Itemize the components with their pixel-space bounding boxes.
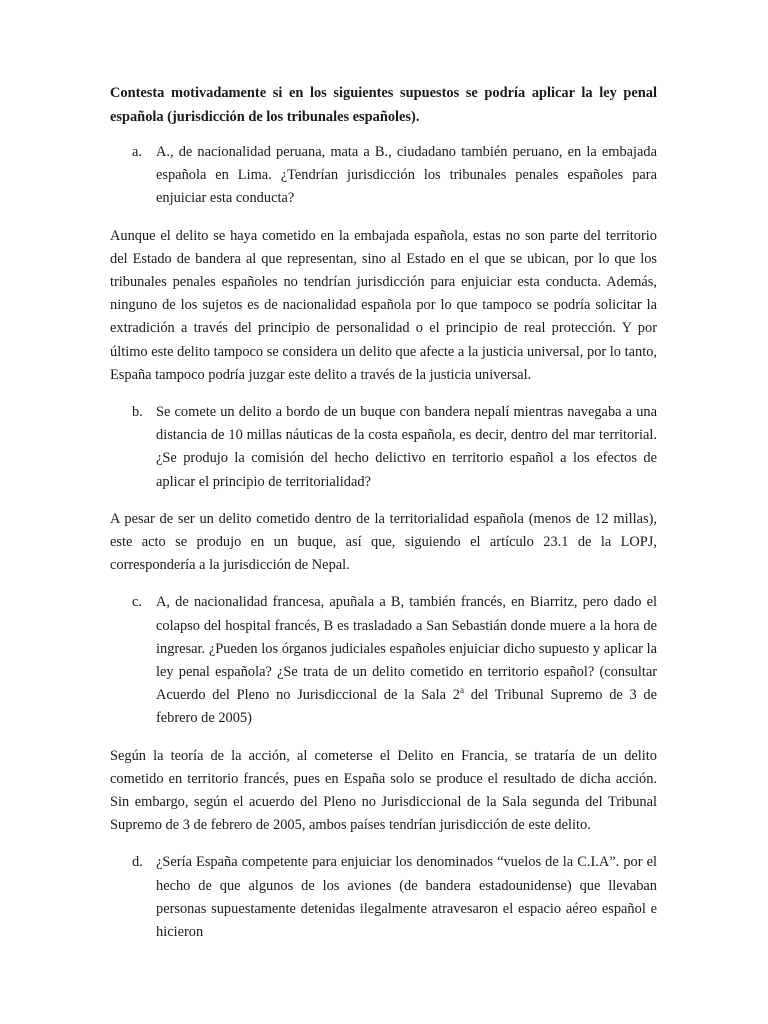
question-text: ¿Sería España competente para enjuiciar los denominados “vuelos de la C.I.A”. por el hecho de que algunos de los aviones (de bandera estadounidense) que llevaban personas supuestamente detenidas ilegalmente atravesaron el espacio aéreo español e hicieron [156,854,657,941]
question-b [110,401,657,494]
question-c [110,591,657,730]
ordinal-superscript: a [459,685,464,696]
question-text: A., de nacionalidad peruana, mata a B., ciudadano también peruano, en la embajada española en Lima. ¿Tendrían jurisdicción los tribunales penales españoles para enjuiciar esta conducta? [156,144,657,207]
question-a [110,141,657,211]
question-text-part: del Tribunal Supremo de 3 de febrero de 2005) [156,687,658,727]
document-heading: Contesta motivadamente si en los siguientes supuestos se podría aplicar la ley penal española (jurisdicción de los tribunales españoles). [110,85,657,125]
answer-a: Aunque el delito se haya cometido en la embajada española, estas no son parte del territorio del Estado de bandera al que representan, sino al Estado en el que se ubican, por lo que los tribunales penales españoles no tendrían jurisdicción para enjuiciar esta conducta. Además, ninguno de los sujetos es de nacionalidad española por lo que tampoco se podría solicitar la extradición a través del principio de personalidad o el principio de real protección. Y por último este delito tampoco se considera un delito que afecte a la justicia universal, por lo tanto, España tampoco podría juzgar este delito a través de la justicia universal. [110,227,657,383]
document-page [110,82,657,958]
question-text-part: A, de nacionalidad francesa, apuñala a B, también francés, en Biarritz, pero dado el colapso del hospital francés, B es trasladado a San Sebastián donde muere a la hora de ingresar. ¿Pueden los órganos judiciales españoles enjuiciar dicho supuesto y aplicar la ley penal española? ¿Se trata de un delito cometido en territorio español? (consultar Acuerdo del Pleno no Jurisdiccional de la Sala 2 [156,594,657,704]
question-text [156,591,657,730]
list-marker: b. [132,404,143,421]
answer-c: Según la teoría de la acción, al cometerse el Delito en Francia, se trataría de un delito cometido en territorio francés, pues en España solo se produce el resultado de dicha acción. Sin embargo, según el acuerdo del Pleno no Jurisdiccional de la Sala segunda del Tribunal Supremo de 3 de febrero de 2005, ambos países tendrían jurisdicción de este delito. [110,747,657,834]
list-marker: a. [132,144,142,160]
question-text: Se comete un delito a bordo de un buque con bandera nepalí mientras navegaba a una distancia de 10 millas náuticas de la costa española, es decir, dentro del mar territorial. ¿Se produjo la comisión del hecho delictivo en territorio español a los efectos de aplicar el principio de territorialidad? [156,404,657,490]
list-marker: c. [132,594,142,611]
question-d [110,851,657,944]
answer-b: A pesar de ser un delito cometido dentro de la territorialidad española (menos de 12 millas), este acto se produjo en un buque, así que, siguiendo el artículo 23.1 de la LOPJ, correspondería a la jurisdicción de Nepal. [110,510,657,574]
list-marker: d. [132,854,143,871]
